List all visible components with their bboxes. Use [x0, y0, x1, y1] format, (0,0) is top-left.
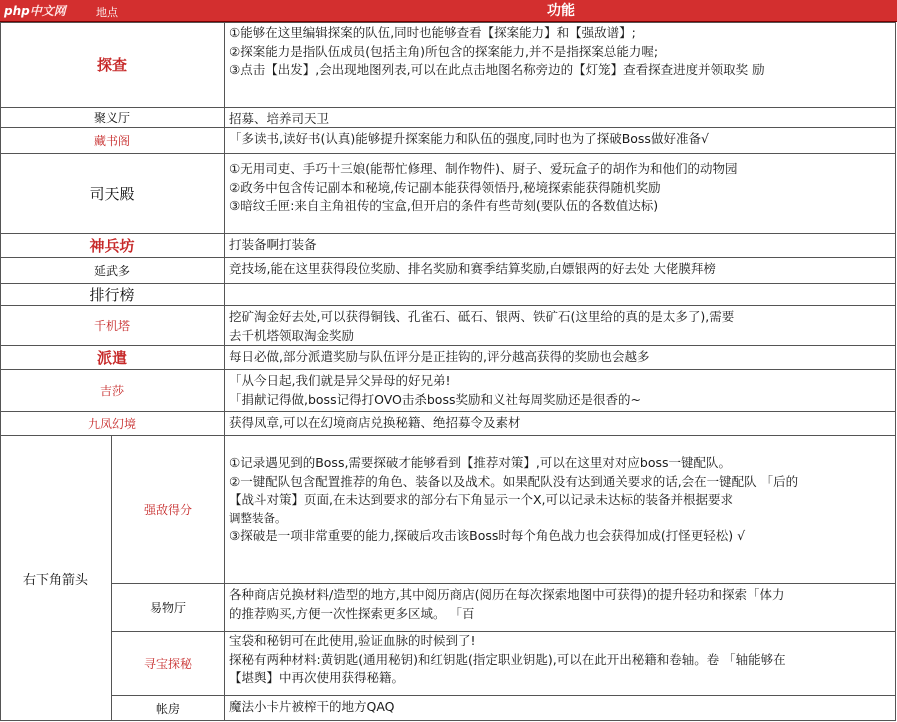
place-paiqian: 派遣 — [0, 346, 225, 370]
function-line: 各种商店兑换材料/造型的地方,其中阅历商店(阅历在每次探索地图中可获得)的提升轻功和探索「体力 — [229, 587, 785, 602]
place-sitiandian: 司天殿 — [0, 154, 225, 234]
function-line: ①能够在这里编辑探案的队伍,同时也能够查看【探案能力】和【强敌谱】; — [229, 25, 636, 40]
function-jiufeng — [225, 412, 896, 436]
place-tansuo: 探查 — [0, 22, 225, 108]
place-juyiting: 聚义厅 — [0, 108, 225, 128]
function-qianjita — [225, 306, 896, 346]
function-shenbingfang — [225, 234, 896, 258]
header-function-label: 功能 — [225, 0, 897, 22]
function-line: ①无用司吏、手巧十三娘(能帮忙修理、制作物件)、厨子、爱玩盒子的胡作为和他们的动物园 — [229, 161, 738, 176]
function-line: 「捐献记得做,boss记得打OVO击杀boss奖励和义社每周奖励还是很香的~ — [229, 391, 641, 407]
site-logo: php中文网 — [4, 4, 66, 18]
function-yiwuting — [225, 584, 896, 632]
function-qiangdi — [225, 436, 896, 584]
function-line: 打装备啊打装备 — [229, 237, 317, 252]
function-line: ②政务中包含传记副本和秘境,传记副本能获得领悟丹,秘境探索能获得随机奖励 — [229, 179, 661, 195]
function-line: 挖矿淘金好去处,可以获得铜钱、孔雀石、砥石、银两、铁矿石(这里给的真的是太多了),需要 — [229, 309, 735, 324]
place-jiufeng: 九凤幻境 — [0, 412, 225, 436]
function-line: 竞技场,能在这里获得段位奖励、排名奖励和赛季结算奖励,白嫖银两的好去处 大佬膜拜榜 — [229, 261, 716, 276]
function-line: ①记录遇见到的Boss,需要探破才能够看到【推荐对策】,可以在这里对对应boss一键配队。 — [229, 455, 732, 470]
place-qiangdi: 强敌得分 — [112, 436, 225, 584]
place-shenbingfang: 神兵坊 — [0, 234, 225, 258]
function-line: 获得凤章,可以在幻境商店兑换秘籍、绝招募令及素材 — [229, 415, 521, 430]
function-paihangbang — [225, 284, 896, 306]
function-line: 「多读书,读好书(认真)能够提升探案能力和队伍的强度,同时也为了探破Boss做好准备√ — [229, 131, 709, 146]
function-juyiting — [225, 108, 896, 128]
place-paihangbang: 排行榜 — [0, 284, 225, 306]
function-line: 「从今日起,我们就是异父异母的好兄弟! — [229, 373, 451, 388]
function-yanwuduo — [225, 258, 896, 284]
function-line: ③探破是一项非常重要的能力,探破后攻击该Boss时每个角色战力也会获得加成(打怪更轻松) √ — [229, 527, 746, 543]
function-sitiandian — [225, 154, 896, 234]
function-line: 宝袋和秘钥可在此使用,验证血脉的时候到了! — [229, 633, 476, 648]
function-line: 调整装备。 — [229, 510, 287, 525]
function-paiqian — [225, 346, 896, 370]
function-line: 魔法小卡片被榨干的地方QAQ — [229, 699, 395, 714]
function-xunbao — [225, 632, 896, 696]
function-line: 【堪舆】中再次使用获得秘籍。 — [229, 670, 405, 685]
place-yanwuduo: 延武多 — [0, 258, 225, 284]
function-line: 去千机塔领取淘金奖励 — [229, 327, 355, 343]
function-zhangfang — [225, 696, 896, 721]
place-cangshuge: 藏书阁 — [0, 128, 225, 154]
function-tansuo — [225, 22, 896, 108]
place-xunbao: 寻宝探秘 — [112, 632, 225, 696]
function-line: 招募、培养司天卫 — [229, 111, 330, 126]
header-place-label: 地点 — [96, 6, 118, 19]
place-bottom-group: 右下角箭头 — [0, 436, 112, 721]
function-jisha — [225, 370, 896, 412]
function-line: 【战斗对策】页面,在未达到要求的部分右下角显示一个X,可以记录未达标的装备并根据要求 — [229, 492, 734, 507]
place-zhangfang: 帐房 — [112, 696, 225, 721]
function-line: ②一键配队包含配置推荐的角色、装备以及战术。如果配队没有达到通关要求的话,会在一键配队 「后的 — [229, 473, 799, 489]
place-yiwuting: 易物厅 — [112, 584, 225, 632]
header-place-cell — [0, 0, 225, 22]
function-line: ②探案能力是指队伍成员(包括主角)所包含的探案能力,并不是指探案总能力喔; — [229, 43, 659, 59]
function-line: ③暗纹壬匣:来自主角祖传的宝盒,但开启的条件有些苛刻(要队伍的各数值达标) — [229, 198, 659, 213]
function-line: 的推荐购买,方便一次性探索更多区域。 「百 — [229, 605, 475, 621]
function-line: 探秘有两种材料:黄钥匙(通用秘钥)和红钥匙(指定职业钥匙),可以在此开出秘籍和卷轴。卷 「轴能够在 — [229, 651, 786, 667]
function-cangshuge — [225, 128, 896, 154]
function-line: ③点击【出发】,会出现地图列表,可以在此点击地图名称旁边的【灯笼】查看探查进度并领取奖 励 — [229, 62, 765, 77]
place-qianjita: 千机塔 — [0, 306, 225, 346]
place-jisha: 吉莎 — [0, 370, 225, 412]
function-line: 每日必做,部分派遣奖励与队伍评分是正挂钩的,评分越高获得的奖励也会越多 — [229, 349, 650, 364]
